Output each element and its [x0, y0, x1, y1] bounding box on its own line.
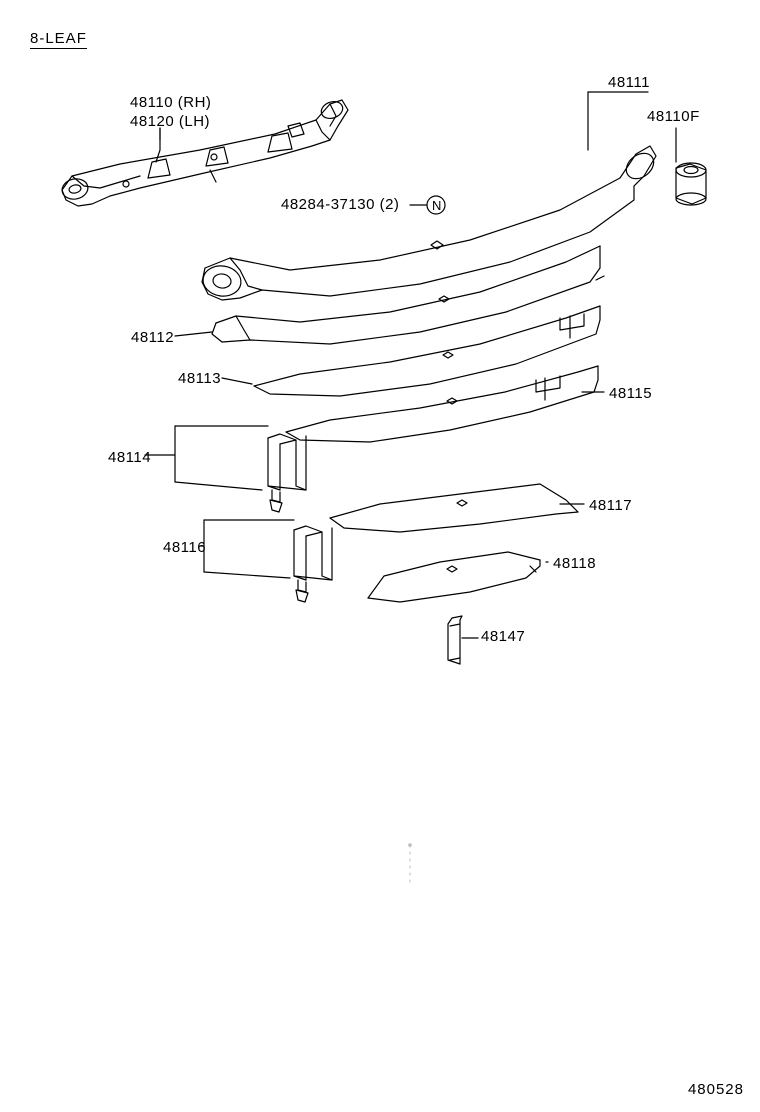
label-48116: 48116: [163, 539, 207, 556]
label-48117: 48117: [589, 497, 633, 514]
label-48110f: 48110F: [647, 108, 700, 125]
leaf-48111: [201, 146, 658, 300]
label-48284: 48284-37130 (2): [281, 196, 400, 213]
label-48120-lh: 48120 (LH): [130, 113, 211, 130]
label-48114: 48114: [108, 449, 152, 466]
label-48113: 48113: [178, 370, 222, 387]
leaf-48118: [368, 552, 540, 602]
center-bolt-48147: [448, 616, 462, 664]
leaf-48113: [254, 306, 600, 396]
diagram-footer-code: 480528: [687, 1081, 744, 1098]
bushing-48110f: [676, 163, 706, 205]
diagram-title: 8-LEAF: [30, 30, 87, 47]
label-48111: 48111: [608, 74, 650, 91]
label-48147: 48147: [481, 628, 526, 645]
leaf-48112: [212, 246, 604, 344]
leader-48113: [222, 378, 252, 384]
leaf-48117: [330, 484, 578, 532]
nut-symbol-icon: N: [432, 198, 442, 213]
label-48110-rh: 48110 (RH): [130, 94, 212, 111]
clamp-48114: [268, 434, 306, 512]
label-48112: 48112: [131, 329, 175, 346]
leader-48112: [175, 332, 212, 336]
label-48118: 48118: [553, 555, 597, 572]
leaf-48115: [286, 366, 598, 442]
clamp-48116: [294, 526, 332, 602]
label-48115: 48115: [609, 385, 653, 402]
